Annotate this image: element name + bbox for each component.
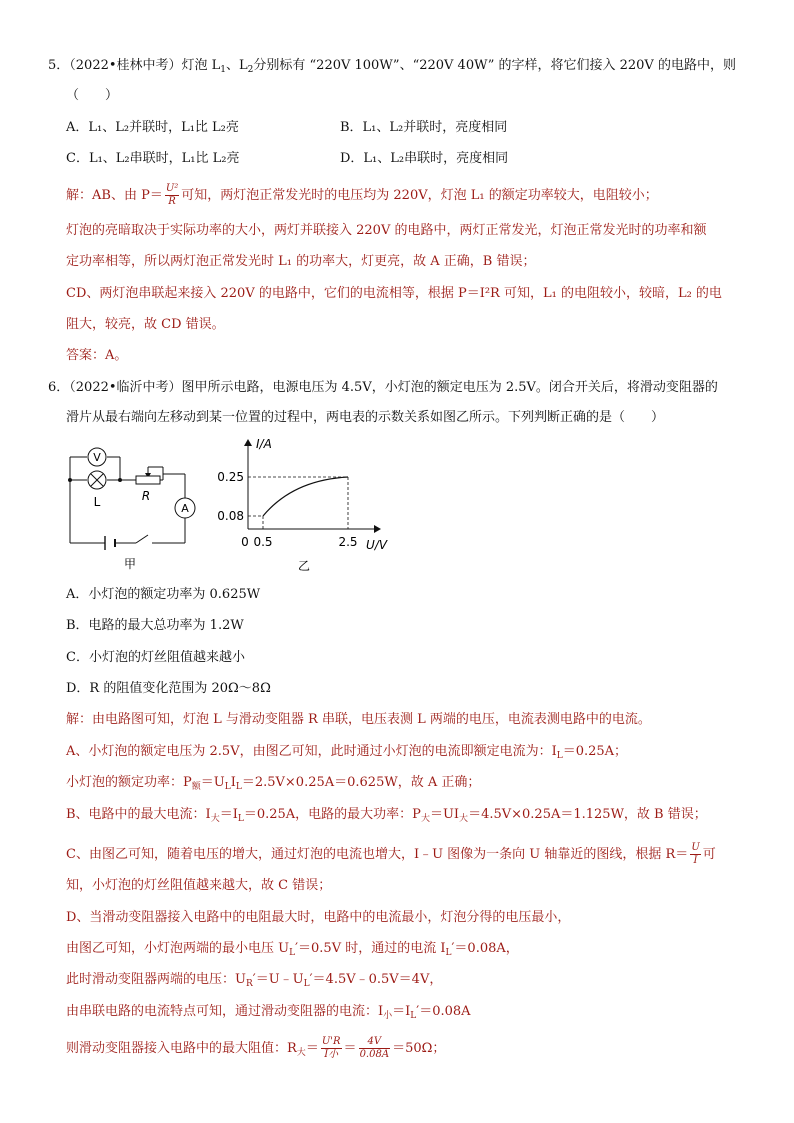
q5-option-d: D．L₁、L₂串联时，亮度相同: [340, 151, 509, 166]
q6-solution-text: ＝U: [200, 775, 225, 790]
q6-solution-text: ＝4.5V×0.25A＝1.125W，故 B 错误；: [468, 807, 707, 822]
iu-curve: [263, 477, 348, 516]
y-tick-label: 0.08: [217, 509, 244, 523]
q6-solution-text: ′＝0.08A，: [451, 941, 519, 956]
q6-subscript: L: [556, 751, 563, 761]
q6-option-d: D．R 的阻值变化范围为 20Ω～8Ω: [66, 681, 271, 696]
q6-subscript: L: [445, 948, 452, 958]
fraction-denominator: I: [690, 854, 700, 867]
ohm-law-fraction: [690, 842, 700, 867]
q6-subscript: 大: [296, 1048, 306, 1058]
ammeter-label: A: [181, 502, 189, 515]
q6-solution-text: A、小灯泡的额定电压为 2.5V，由图乙可知，此时通过小灯泡的电流即额定电流为：I: [66, 744, 557, 759]
fraction-numerator: U: [691, 842, 700, 853]
q6-solution-text: ＝0.25A，电路的最大功率：P: [243, 807, 421, 822]
q6-subscript: R: [245, 979, 253, 989]
q5-stem-text: 5．（2022•桂林中考）灯泡 L: [48, 58, 221, 73]
q6-solution-line8: [66, 939, 519, 959]
q6-solution-text: C、由图乙可知，随着电压的增大，通过灯泡的电流也增大，I﹣U 图像为一条向 U 轴靠近的图线，根据 R＝: [66, 847, 689, 862]
iu-graph: [208, 432, 408, 577]
q6-solution-text: I: [230, 775, 236, 790]
q6-solution-text: 则滑动变阻器接入电路中的最大阻值：R: [66, 1041, 297, 1056]
q5-stem-line2: （ ）: [66, 88, 119, 103]
q6-solution-text: ＝0.25A；: [562, 744, 628, 759]
q6-solution-line7: D、当滑动变阻器接入电路中的电阻最大时，电路中的电流最小，灯泡分得的电压最小，: [66, 910, 571, 925]
q6-subscript: 大: [420, 814, 430, 824]
q5-stem-text: 、L: [226, 58, 248, 73]
q6-solution-text: ＝I: [392, 1004, 411, 1019]
q6-option-a: A．小灯泡的额定功率为 0.625W: [66, 587, 261, 602]
q6-solution-text: ′＝0.08A: [416, 1004, 471, 1019]
q5-solution-line5: 阻大，较亮，故 CD 错误。: [66, 317, 225, 332]
q6-solution-line1: 解：由电路图可知，灯泡 L 与滑动变阻器 R 串联，电压表测 L 两端的电压，电流表测电路中的电流。: [66, 712, 651, 727]
q5-solution-line4: CD、两灯泡串联起来接入 220V 的电路中，它们的电流相等，根据 P＝I²R 可知，L₁ 的电阻较小，较暗，L₂ 的电: [66, 286, 722, 301]
fraction-denominator: I小: [321, 1048, 342, 1061]
q5-stem-line1: [48, 56, 736, 76]
x-tick-label: 0.5: [253, 535, 273, 549]
fraction-numerator: U'R: [321, 1036, 341, 1047]
q6-option-c: C．小灯泡的灯丝阻值越来越小: [66, 650, 245, 665]
q5-option-a: A．L₁、L₂并联时，L₁比 L₂亮: [66, 120, 239, 135]
q6-solution-text: 小灯泡的额定功率：P: [66, 775, 192, 790]
q6-solution-text: ′＝U﹣U: [252, 972, 304, 987]
q6-solution-text: 可: [702, 847, 716, 862]
rheostat-label: R: [141, 489, 151, 503]
x-tick-label: 2.5: [338, 535, 358, 549]
q6-subscript: 小: [383, 1011, 393, 1021]
y-axis-label: I/A: [256, 437, 272, 451]
q5-option-c: C．L₁、L₂串联时，L₁比 L₂亮: [66, 151, 240, 166]
figure-yi-caption: 乙: [297, 559, 311, 573]
origin-label: 0: [241, 535, 249, 549]
q6-stem-line1: 6．（2022•临沂中考）图甲所示电路，电源电压为 4.5V，小灯泡的额定电压为 2.5V。闭合开关后，将滑动变阻器的: [48, 380, 718, 395]
q6-solution-text: B、电路中的最大电流：I: [66, 807, 211, 822]
lamp-label: L: [93, 495, 101, 509]
q6-solution-text: 由图乙可知，小灯泡两端的最小电压 U: [66, 941, 290, 956]
fraction-denominator: R: [165, 195, 179, 208]
x-axis-label: U/V: [366, 538, 388, 552]
q6-solution-text: ＝UI: [429, 807, 460, 822]
circuit-diagram: [60, 440, 200, 575]
q6-option-b: B．电路的最大总功率为 1.2W: [66, 618, 244, 633]
q5-solution-text: 可知，两灯泡正常发光时的电压均为 220V，灯泡 L₁ 的额定功率较大，电阻较小；: [181, 188, 658, 203]
q6-subscript: L: [235, 782, 242, 792]
q5-stem-sub: 1: [220, 65, 227, 75]
rheostat-symbol: [136, 476, 160, 484]
fraction-denominator: 0.08A: [359, 1049, 390, 1060]
q6-solution-line4: [66, 805, 707, 825]
q5-solution-line3: 定功率相等，所以两灯泡正常发光时 L₁ 的功率大，灯更亮，故 A 正确，B 错误；: [66, 254, 536, 269]
q5-answer: 答案：A。: [66, 348, 128, 363]
resistance-fraction: [321, 1036, 342, 1061]
power-formula-fraction: [165, 183, 179, 208]
q6-solution-line11: [66, 1036, 445, 1061]
q6-solution-text: ＝50Ω；: [392, 1041, 446, 1056]
q6-solution-text: ＝: [343, 1041, 357, 1056]
q6-solution-text: ′＝0.5V 时，通过的电流 I: [295, 941, 446, 956]
q6-solution-line9: [66, 970, 442, 990]
q6-solution-line6: 知，小灯泡的灯丝阻值越来越大，故 C 错误；: [66, 878, 332, 893]
q5-solution-line2: 灯泡的亮暗取决于实际功率的大小，两灯并联接入 220V 的电路中，两灯正常发光，灯泡正常发光时的功率和额: [66, 223, 707, 238]
q6-subscript: 大: [210, 814, 220, 824]
resistance-value-fraction: [359, 1036, 391, 1061]
q6-subscript: L: [410, 1011, 417, 1021]
q5-option-b: B．L₁、L₂并联时，亮度相同: [340, 120, 508, 135]
fraction-numerator: 4V: [367, 1036, 382, 1047]
q6-solution-text: ＝: [305, 1041, 319, 1056]
q6-solution-text: ＝2.5V×0.25A＝0.625W，故 A 正确；: [241, 775, 481, 790]
q6-subscript: L: [289, 948, 296, 958]
fraction-numerator: U²: [165, 183, 179, 194]
q6-solution-text: ＝I: [219, 807, 238, 822]
y-tick-label: 0.25: [217, 470, 244, 484]
figure-jia-caption: 甲: [123, 557, 137, 571]
q6-solution-line2: [66, 742, 627, 762]
q6-subscript: 大: [459, 814, 469, 824]
q5-solution-line1: [66, 183, 658, 208]
q6-solution-line3: [66, 773, 480, 793]
q6-solution-text: ′＝4.5V﹣0.5V＝4V，: [309, 972, 443, 987]
q6-subscript: L: [237, 814, 244, 824]
q6-subscript: L: [224, 782, 231, 792]
q5-stem-sub: 2: [247, 65, 254, 75]
q5-stem-text: 分别标有 “220V 100W”、“220V 40W” 的字样，将它们接入 220V 的电路中，则: [253, 58, 736, 73]
voltmeter-label: V: [93, 451, 101, 464]
q6-solution-line5: [66, 842, 716, 867]
q6-solution-text: 由串联电路的电流特点可知，通过滑动变阻器的电流：I: [66, 1004, 384, 1019]
q6-solution-text: 此时滑动变阻器两端的电压：U: [66, 972, 246, 987]
q5-solution-text: 解：AB、由 P＝: [66, 188, 163, 203]
q6-stem-line2: 滑片从最右端向左移动到某一位置的过程中，两电表的示数关系如图乙所示。下列判断正确的是（ ）: [66, 410, 665, 425]
q6-subscript: 额: [191, 782, 201, 792]
q6-solution-line10: [66, 1002, 471, 1022]
q6-subscript: L: [303, 979, 310, 989]
